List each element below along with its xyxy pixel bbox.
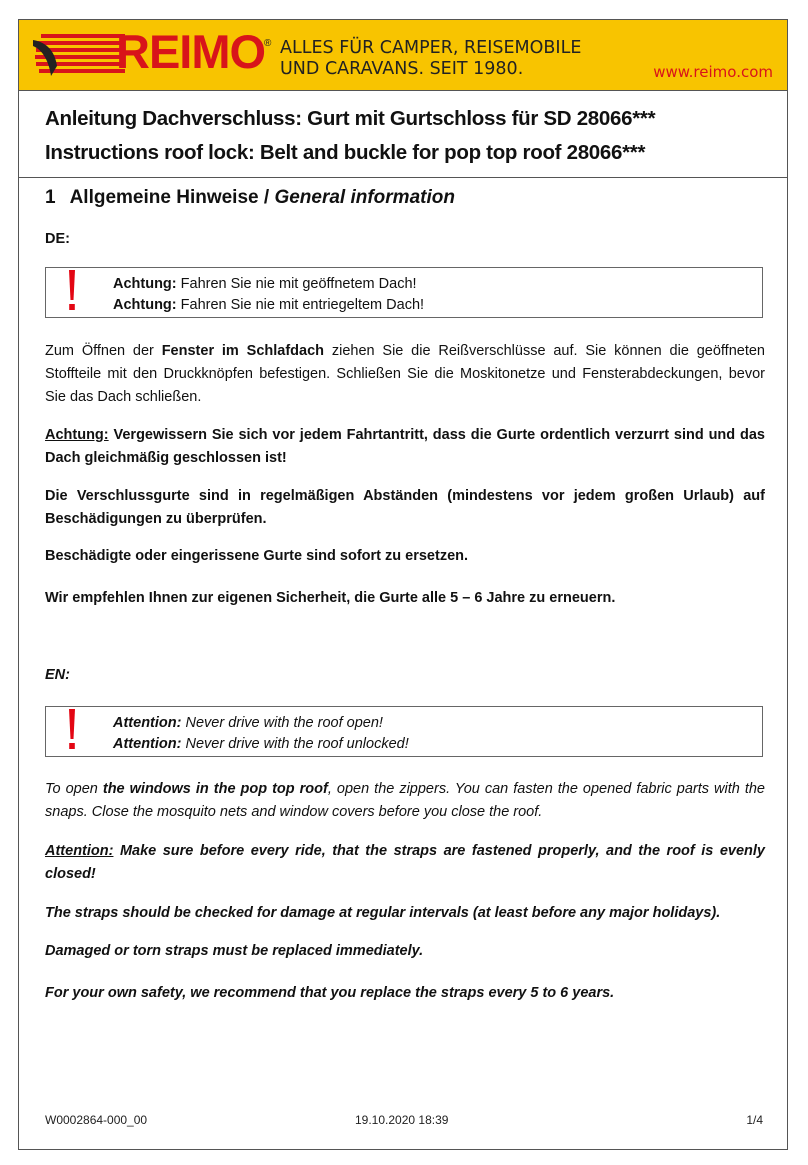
language-label-en: EN: <box>45 667 70 683</box>
warning-text: Fahren Sie nie mit entriegeltem Dach! <box>176 297 425 313</box>
paragraph-check-de: Die Verschlussgurte sind in regelmäßigen Abständen (mindestens vor jedem großen Urlaub) auf Beschädigungen zu überprüfen. <box>45 488 765 527</box>
title-german: Anleitung Dachverschluss: Gurt mit Gurtschloss für SD 28066*** <box>45 107 656 130</box>
text-run: Make sure before every ride, that the straps are fastened properly, and the roof is evenly closed! <box>45 843 765 882</box>
warning-line <box>113 297 424 313</box>
tagline <box>280 38 581 80</box>
warning-label: Attention: <box>113 736 182 752</box>
text-run: To open <box>45 781 103 797</box>
title-block <box>19 91 787 178</box>
website-link[interactable]: www.reimo.com <box>653 63 773 81</box>
warning-label: Achtung: <box>113 276 177 292</box>
warning-line <box>113 736 409 752</box>
section-separator: / <box>263 187 270 208</box>
paragraph-check-en: The straps should be checked for damage at regular intervals (at least before any major holidays). <box>45 905 721 921</box>
warning-label: Achtung: <box>113 297 177 313</box>
paragraph-attention-de <box>45 424 765 470</box>
warning-box-de <box>45 267 763 318</box>
paragraph-replace-de: Beschädigte oder eingerissene Gurte sind sofort zu ersetzen. <box>45 548 469 564</box>
text-run: ziehen Sie die Reißverschlüsse auf. Sie können die geöffneten Stoffteile mit den Druckknöpfen befestigen. Schließen Sie die Moskitonetze und Fensterabdeckungen, bevor Sie das Dach schließen. <box>45 343 765 405</box>
footer-page-number: 1/4 <box>746 1113 763 1127</box>
section-heading <box>45 187 455 209</box>
brand-wordmark: REIMO <box>116 25 266 78</box>
warning-text: Never drive with the roof open! <box>181 715 383 731</box>
attention-label: Achtung: <box>45 427 109 443</box>
text-run: Zum Öffnen der <box>45 343 162 359</box>
exclamation-icon <box>67 709 77 751</box>
paragraph-windows-de <box>45 340 765 409</box>
header-banner <box>19 20 787 91</box>
warning-line <box>113 715 383 731</box>
title-english: Instructions roof lock: Belt and buckle for pop top roof 28066*** <box>45 141 646 164</box>
text-run: , open the zippers. You can fasten the opened fabric parts with the snaps. Close the mosquito nets and window covers before you close the roof. <box>45 781 765 820</box>
section-title-en: General information <box>274 187 455 208</box>
reimo-logo-icon <box>33 32 125 80</box>
text-run-bold: Fenster im Schlafdach <box>161 343 325 359</box>
attention-label: Attention: <box>45 843 114 859</box>
paragraph-recommend-de: Wir empfehlen Ihnen zur eigenen Sicherheit, die Gurte alle 5 – 6 Jahre zu erneuern. <box>45 590 616 606</box>
tagline-line-2: UND CARAVANS. SEIT 1980. <box>280 59 524 79</box>
warning-box-en <box>45 706 763 757</box>
paragraph-windows-en <box>45 778 765 824</box>
text-run: Vergewissern Sie sich vor jedem Fahrtantritt, dass die Gurte ordentlich verzurrt sind und das Dach gleichmäßig geschlossen ist! <box>45 427 765 466</box>
tagline-line-1: ALLES FÜR CAMPER, REISEMOBILE <box>280 38 582 58</box>
exclamation-icon <box>67 270 77 312</box>
footer-datetime: 19.10.2020 18:39 <box>355 1113 449 1127</box>
language-label-de: DE: <box>45 231 70 247</box>
paragraph-attention-en <box>45 840 765 886</box>
warning-line <box>113 276 417 292</box>
text-run-bold: the windows in the pop top roof <box>102 781 328 797</box>
footer-doc-id: W0002864-000_00 <box>45 1113 148 1127</box>
section-number: 1 <box>45 187 56 208</box>
warning-text: Never drive with the roof unlocked! <box>181 736 409 752</box>
registered-mark: ® <box>264 38 272 49</box>
paragraph-recommend-en: For your own safety, we recommend that you replace the straps every 5 to 6 years. <box>45 985 615 1001</box>
paragraph-replace-en: Damaged or torn straps must be replaced immediately. <box>45 943 424 959</box>
warning-label: Attention: <box>113 715 182 731</box>
warning-text: Fahren Sie nie mit geöffnetem Dach! <box>176 276 417 292</box>
section-title-de: Allgemeine Hinweise <box>69 187 259 208</box>
